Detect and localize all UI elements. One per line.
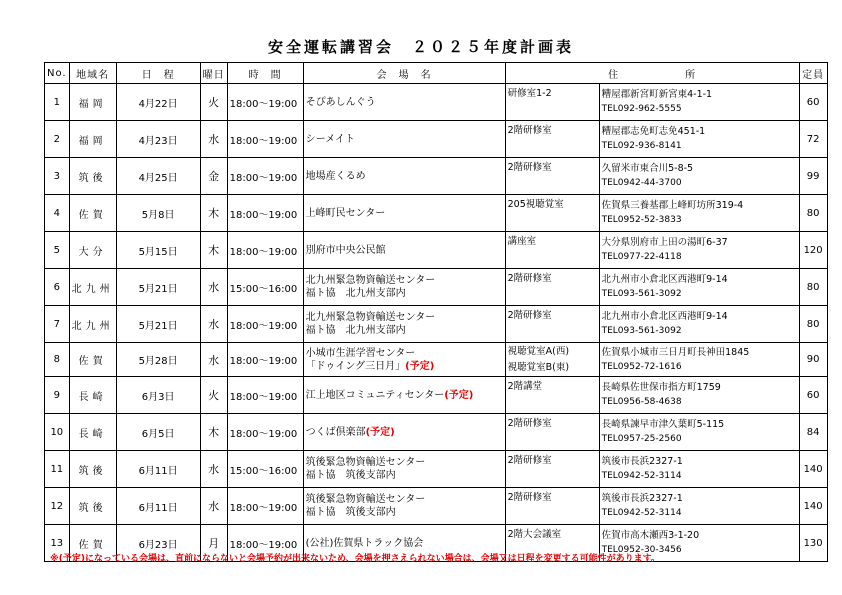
row-number: 7: [45, 306, 70, 343]
room-line: 2階講堂: [507, 381, 543, 392]
row-number: 12: [45, 488, 70, 525]
venue-name: [303, 343, 505, 377]
room-line: 2階研修室: [507, 125, 552, 136]
session-date: 5月21日: [116, 306, 200, 343]
street-address: 北九州市小倉北区西港町9-14: [601, 274, 728, 285]
table-row: [45, 306, 828, 343]
address: [599, 488, 799, 525]
address: [599, 232, 799, 269]
street-address: 糟屋郡志免町志免451-1: [601, 126, 706, 137]
row-number: 10: [45, 414, 70, 451]
address: [599, 195, 799, 232]
venue-line: [306, 347, 503, 360]
venue-line-text: 福ト協 北九州支部内: [305, 325, 406, 336]
venue-line: [306, 324, 503, 337]
address: [599, 414, 799, 451]
session-time: 18:00～19:00: [227, 121, 303, 158]
venue-line: [306, 274, 503, 287]
region-name: 佐賀: [69, 343, 116, 377]
room-name: [505, 84, 599, 121]
capacity: 120: [799, 232, 827, 269]
session-time: 18:00～19:00: [227, 377, 303, 414]
session-time: 18:00～19:00: [227, 343, 303, 377]
row-number: 3: [45, 158, 70, 195]
footnote: ※(予定)になっている会場は、直前にならないと会場予約が出来ないため、会場を押さえられない場合は、会場又は日程を変更する可能性があります。: [50, 554, 660, 564]
row-number: 9: [45, 377, 70, 414]
address: [599, 451, 799, 488]
header-day: 曜日: [200, 63, 227, 84]
room-name: [505, 121, 599, 158]
table-row: [45, 121, 828, 158]
session-date: 6月5日: [116, 414, 200, 451]
venue-line-text: 筑後緊急物資輸送センター: [305, 494, 426, 505]
street-address: 久留米市東合川5-8-5: [601, 163, 694, 174]
address: [599, 84, 799, 121]
street-address: 佐賀県小城市三日月町長神田1845: [601, 346, 750, 358]
session-time: 18:00～19:00: [227, 414, 303, 451]
weekday: 金: [200, 158, 227, 195]
region-name: 佐賀: [69, 525, 116, 562]
schedule-table: [44, 62, 828, 562]
capacity: 99: [799, 158, 827, 195]
phone-number: TEL0942-44-3700: [601, 178, 682, 188]
weekday: 水: [200, 121, 227, 158]
venue-name: [303, 414, 505, 451]
venue-line: [306, 469, 503, 482]
region-name: 長崎: [69, 377, 116, 414]
room-name: [505, 488, 599, 525]
venue-line-text: 小城市生涯学習センター: [305, 347, 416, 359]
room-line: 2階研修室: [507, 162, 552, 173]
weekday: 火: [200, 84, 227, 121]
session-date: 6月3日: [116, 377, 200, 414]
room-line: 2階研修室: [507, 418, 552, 429]
capacity: 80: [799, 269, 827, 306]
table-row: [45, 232, 828, 269]
room-name: [505, 158, 599, 195]
session-time: 15:00～16:00: [227, 269, 303, 306]
street-address: 長崎県諫早市津久葉町5-115: [601, 419, 725, 430]
street-address: 筑後市長浜2327-1: [601, 493, 683, 504]
address: [599, 158, 799, 195]
capacity: 60: [799, 84, 827, 121]
venue-name: [303, 158, 505, 195]
venue-line-text: 北九州緊急物資輸送センター: [305, 275, 436, 286]
room-line: 2階研修室: [507, 492, 552, 503]
session-time: 18:00～19:00: [227, 306, 303, 343]
room-name: [505, 306, 599, 343]
row-number: 6: [45, 269, 70, 306]
session-time: 18:00～19:00: [227, 195, 303, 232]
capacity: 130: [799, 525, 827, 562]
room-name: [505, 195, 599, 232]
venue-name: [303, 451, 505, 488]
region-name: 北九州: [69, 269, 116, 306]
table-row: [45, 158, 828, 195]
room-name: [505, 414, 599, 451]
session-time: 18:00～19:00: [227, 232, 303, 269]
address: [599, 269, 799, 306]
venue-name: [303, 377, 505, 414]
venue-name: [303, 488, 505, 525]
weekday: 火: [200, 377, 227, 414]
venue-line-text: シーメイト: [305, 133, 355, 145]
weekday: 水: [200, 269, 227, 306]
room-line: 2階研修室: [507, 455, 552, 466]
session-date: 5月21日: [116, 269, 200, 306]
address: [599, 343, 799, 377]
venue-line: [306, 493, 503, 506]
venue-line: [306, 287, 503, 300]
room-name: [505, 343, 599, 377]
table-row: [45, 195, 828, 232]
venue-line: [306, 426, 503, 439]
region-name: 福岡: [69, 84, 116, 121]
region-name: 筑後: [69, 488, 116, 525]
venue-name: [303, 121, 505, 158]
session-time: 15:00～16:00: [227, 451, 303, 488]
session-time: 18:00～19:00: [227, 84, 303, 121]
table-row: [45, 84, 828, 121]
room-line: 視聴覚室B(東): [507, 361, 570, 373]
header-area: 地域名: [69, 63, 116, 84]
page-title: 安全運転講習会 ２０２５年度計画表: [267, 38, 574, 56]
weekday: 水: [200, 451, 227, 488]
session-date: 5月28日: [116, 343, 200, 377]
phone-number: TEL0942-52-3114: [601, 471, 682, 481]
capacity: 90: [799, 343, 827, 377]
address: [599, 121, 799, 158]
session-date: 4月25日: [116, 158, 200, 195]
venue-line-text: つくば倶楽部: [305, 426, 366, 438]
venue-name: [303, 269, 505, 306]
session-date: 6月23日: [116, 525, 200, 562]
room-line: 205視聴覚室: [507, 199, 564, 210]
phone-number: TEL093-561-3092: [601, 289, 682, 299]
header-time: 時 間: [227, 63, 303, 84]
capacity: 80: [799, 195, 827, 232]
phone-number: TEL0977-22-4118: [601, 252, 682, 262]
weekday: 木: [200, 232, 227, 269]
phone-number: TEL0952-30-3456: [601, 545, 682, 555]
phone-number: TEL0952-72-1616: [601, 361, 682, 372]
weekday: 水: [200, 488, 227, 525]
region-name: 長崎: [69, 414, 116, 451]
weekday: 水: [200, 306, 227, 343]
room-line: 2階大会議室: [507, 529, 562, 540]
room-line: 2階研修室: [507, 273, 552, 284]
table-body: [45, 84, 828, 562]
session-time: 18:00～19:00: [227, 488, 303, 525]
venue-line: [306, 170, 503, 183]
table-row: [45, 377, 828, 414]
region-name: 福岡: [69, 121, 116, 158]
venue-line-text: 福ト協 北九州支部内: [305, 288, 406, 299]
table-row: [45, 451, 828, 488]
capacity: 60: [799, 377, 827, 414]
header-no: No.: [45, 63, 70, 84]
tentative-label: (予定): [365, 426, 395, 438]
session-date: 5月8日: [116, 195, 200, 232]
venue-line: [306, 389, 503, 402]
session-date: 4月22日: [116, 84, 200, 121]
room-name: [505, 232, 599, 269]
row-number: 5: [45, 232, 70, 269]
table-header-row: [45, 63, 828, 84]
region-name: 大分: [69, 232, 116, 269]
venue-line-text: 江上地区コミュニティセンター: [305, 389, 445, 401]
weekday: 木: [200, 195, 227, 232]
table-row: [45, 343, 828, 377]
tentative-label: (予定): [444, 389, 474, 401]
venue-line-text: 「ドゥイング三日月」: [305, 360, 406, 372]
venue-name: [303, 306, 505, 343]
row-number: 8: [45, 343, 70, 377]
region-name: 北九州: [69, 306, 116, 343]
row-number: 11: [45, 451, 70, 488]
venue-line-text: 別府市中央公民館: [305, 244, 386, 256]
room-name: [505, 451, 599, 488]
capacity: 84: [799, 414, 827, 451]
venue-line: [306, 360, 503, 373]
room-name: [505, 377, 599, 414]
room-line: 研修室1-2: [507, 88, 552, 99]
venue-line-text: 地場産くるめ: [305, 170, 366, 182]
venue-line-text: 上峰町民センター: [305, 207, 386, 219]
row-number: 2: [45, 121, 70, 158]
table-row: [45, 269, 828, 306]
room-name: [505, 269, 599, 306]
weekday: 水: [200, 343, 227, 377]
venue-line-text: 北九州緊急物資輸送センター: [305, 312, 436, 323]
phone-number: TEL0942-52-3114: [601, 508, 682, 518]
address: [599, 306, 799, 343]
venue-line: [306, 537, 503, 550]
region-name: 筑後: [69, 158, 116, 195]
venue-line: [306, 207, 503, 220]
venue-line-text: 福ト協 筑後支部内: [305, 470, 396, 481]
capacity: 140: [799, 488, 827, 525]
venue-line: [306, 506, 503, 519]
venue-line: [306, 133, 503, 146]
weekday: 木: [200, 414, 227, 451]
venue-line: [306, 311, 503, 324]
region-name: 佐賀: [69, 195, 116, 232]
venue-line-text: そぴあしんぐう: [305, 96, 376, 108]
phone-number: TEL0952-52-3833: [601, 215, 682, 225]
header-address: 住 所: [505, 63, 799, 84]
street-address: 長崎県佐世保市指方町1759: [601, 382, 721, 393]
region-name: 筑後: [69, 451, 116, 488]
venue-name: [303, 84, 505, 121]
street-address: 糟屋郡新宮町新宮東4-1-1: [601, 89, 713, 100]
street-address: 北九州市小倉北区西港町9-14: [601, 311, 728, 322]
capacity: 80: [799, 306, 827, 343]
header-venue: 会 場 名: [303, 63, 505, 84]
header-date: 日 程: [116, 63, 200, 84]
table-row: [45, 414, 828, 451]
session-date: 6月11日: [116, 488, 200, 525]
venue-line-text: (公社)佐賀県トラック協会: [305, 537, 424, 549]
capacity: 140: [799, 451, 827, 488]
venue-line-text: 筑後緊急物資輸送センター: [305, 457, 426, 468]
header-capacity: 定員: [799, 63, 827, 84]
venue-name: [303, 232, 505, 269]
street-address: 佐賀市高木瀬西3-1-20: [601, 530, 700, 541]
phone-number: TEL093-561-3092: [601, 326, 682, 336]
street-address: 大分県別府市上田の湯町6-37: [601, 237, 728, 248]
session-date: 6月11日: [116, 451, 200, 488]
venue-line: [306, 96, 503, 109]
phone-number: TEL0956-58-4638: [601, 397, 682, 407]
row-number: 1: [45, 84, 70, 121]
venue-line: [306, 456, 503, 469]
session-date: 5月15日: [116, 232, 200, 269]
venue-name: [303, 195, 505, 232]
phone-number: TEL0957-25-2560: [601, 434, 682, 444]
room-line: 視聴覚室A(西): [507, 345, 570, 357]
room-line: 2階研修室: [507, 310, 552, 321]
room-line: 講座室: [507, 236, 537, 247]
capacity: 72: [799, 121, 827, 158]
street-address: 佐賀県三養基郡上峰町坊所319-4: [601, 200, 744, 211]
street-address: 筑後市長浜2327-1: [601, 456, 683, 467]
venue-line-text: 福ト協 筑後支部内: [305, 507, 396, 518]
phone-number: TEL092-936-8141: [601, 141, 682, 151]
session-time: 18:00～19:00: [227, 158, 303, 195]
table-row: [45, 488, 828, 525]
row-number: 4: [45, 195, 70, 232]
weekday: 月: [200, 525, 227, 562]
tentative-label: (予定): [405, 360, 435, 372]
venue-line: [306, 244, 503, 257]
address: [599, 377, 799, 414]
session-date: 4月23日: [116, 121, 200, 158]
phone-number: TEL092-962-5555: [601, 104, 682, 114]
session-time: 18:00～19:00: [227, 525, 303, 562]
row-number: 13: [45, 525, 70, 562]
